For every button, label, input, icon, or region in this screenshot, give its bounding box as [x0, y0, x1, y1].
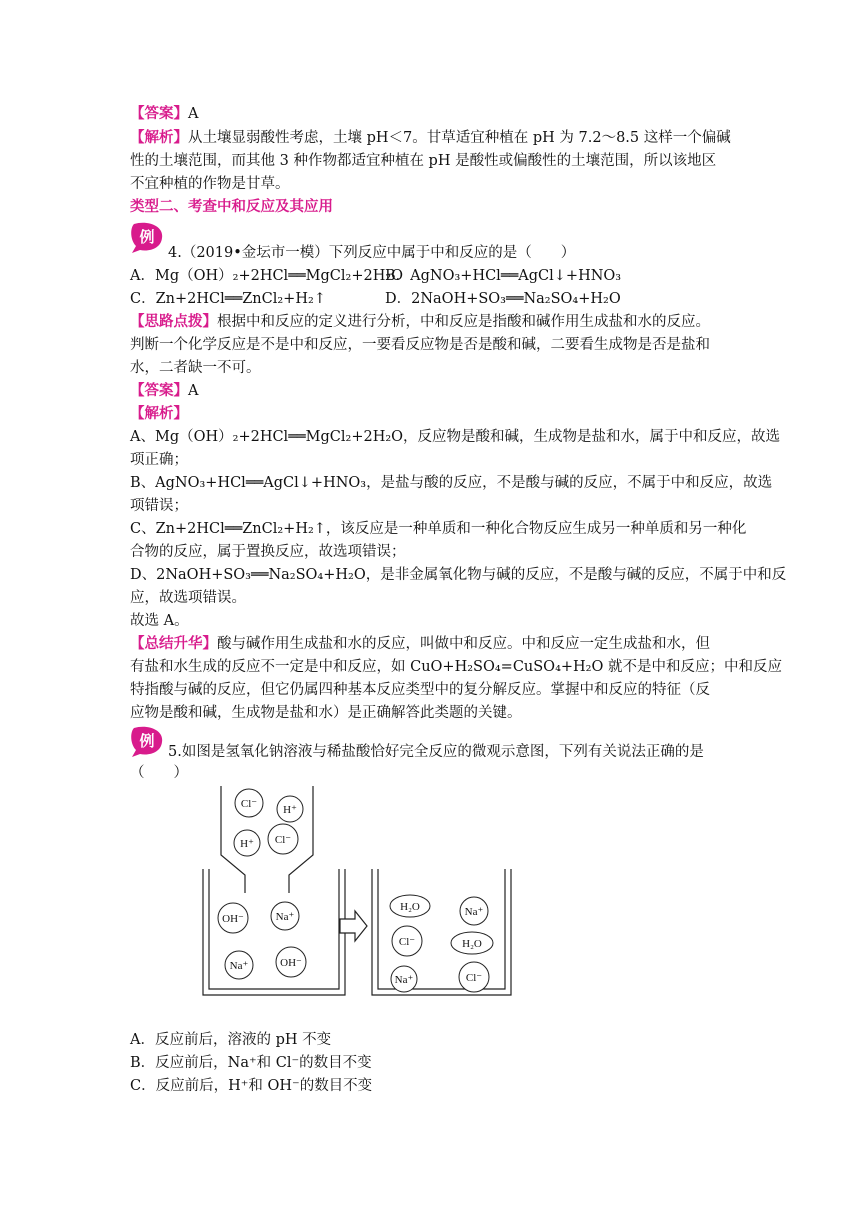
svg-text:Na⁺: Na⁺	[394, 974, 414, 986]
svg-text:例: 例	[139, 732, 155, 750]
left-ion-oh-1	[218, 903, 248, 933]
analysis2-a1: A、Mg（OH）₂+2HCl══MgCl₂+2H₂O，反应物是酸和碱，生成物是盐和水，属于中和反应，故选	[130, 429, 781, 445]
svg-text:H⁺: H⁺	[240, 838, 254, 850]
hint-line-3: 水，二者缺一不可。	[130, 360, 261, 376]
analysis2-c1: C、Zn+2HCl══ZnCl₂+H₂↑，该反应是一种单质和一种化合物反应生成另一种单质和另一种化	[130, 521, 747, 537]
q4-option-c[interactable]: C．Zn+2HCl══ZnCl₂+H₂↑	[130, 291, 326, 307]
example-badge-icon	[130, 222, 166, 254]
analysis-line-1	[130, 128, 740, 148]
svg-text:H⁺: H⁺	[283, 804, 297, 816]
analysis2-c2: 合物的反应，属于置换反应，故选项错误；	[130, 544, 406, 560]
q4-options-row2	[130, 289, 740, 309]
answer-line	[130, 104, 740, 124]
q5-stem-2: （ ）	[130, 765, 188, 781]
q5-option-c[interactable]: C．反应前后，H⁺和 OH⁻的数目不变	[130, 1078, 373, 1094]
answer-line-2	[130, 381, 740, 401]
reaction-diagram	[195, 783, 515, 1005]
analysis-line-2: 性的土壤范围，而其他 3 种作物都适宜种植在 pH 是酸性或偏酸性的土壤范围，所以该地区	[130, 153, 717, 169]
svg-text:例: 例	[139, 228, 155, 246]
analysis2-b2: 项错误；	[130, 498, 188, 514]
left-beaker-outer	[203, 869, 345, 995]
summary-text: 酸与碱作用生成盐和水的反应，叫做中和反应。中和反应一定生成盐和水，但	[217, 636, 710, 652]
hint-tag: 【思路点拨】	[130, 313, 217, 330]
left-ion-na-1	[271, 902, 299, 930]
funnel-ion-h-2	[234, 830, 260, 856]
svg-text:H₂O: H₂O	[462, 938, 482, 950]
q4-option-a[interactable]: A．Mg（OH）₂+2HCl══MgCl₂+2H₂O	[130, 268, 404, 284]
answer-value: A	[188, 106, 199, 122]
right-ion-cl-2	[459, 962, 489, 992]
hint-line-1	[130, 312, 740, 332]
right-ion-na-1	[460, 897, 488, 925]
right-molecule-h2o-1	[390, 895, 430, 917]
svg-text:Na⁺: Na⁺	[275, 911, 295, 923]
svg-text:Cl⁻: Cl⁻	[274, 834, 292, 846]
hint-text: 根据中和反应的定义进行分析，中和反应是指酸和碱作用生成盐和水的反应。	[217, 314, 710, 330]
svg-text:H₂O: H₂O	[400, 901, 420, 913]
analysis-tag-2: 【解析】	[130, 405, 188, 422]
analysis2-d1: D、2NaOH+SO₃══Na₂SO₄+H₂O，是非金属氧化物与碱的反应，不是酸与碱的反应，不属于中和反	[130, 567, 787, 583]
summary-line-3: 特指酸与碱的反应，但它仍属四种基本反应类型中的复分解反应。掌握中和反应的特征（反	[130, 682, 710, 698]
left-ion-na-2	[225, 951, 253, 979]
analysis2-d2: 应，故选项错误。	[130, 590, 246, 606]
analysis2-end: 故选 A。	[130, 613, 189, 629]
q4-options-row1	[130, 266, 740, 286]
q4-option-b[interactable]: B．AgNO₃+HCl══AgCl↓+HNO₃	[385, 268, 622, 284]
q5-option-b[interactable]: B．反应前后，Na⁺和 Cl⁻的数目不变	[130, 1055, 372, 1071]
summary-line-4: 应物是酸和碱，生成物是盐和水）是正确解答此类题的关键。	[130, 705, 522, 721]
q4-option-d[interactable]: D．2NaOH+SO₃══Na₂SO₄+H₂O	[385, 291, 621, 307]
hint-line-2: 判断一个化学反应是不是中和反应，一要看反应物是否是酸和碱，二要看生成物是否是盐和	[130, 337, 710, 353]
answer-tag-2: 【答案】	[130, 382, 188, 399]
summary-tag: 【总结升华】	[130, 635, 217, 652]
q5-stem-1: 5.如图是氢氧化钠溶液与稀盐酸恰好完全反应的微观示意图，下列有关说法正确的是	[168, 744, 704, 760]
funnel-ion-cl-2	[268, 824, 298, 854]
analysis2-a2: 项正确；	[130, 452, 188, 468]
svg-text:OH⁻: OH⁻	[280, 957, 302, 969]
right-molecule-h2o-2	[451, 932, 493, 954]
right-ion-cl-1	[392, 926, 422, 956]
analysis-line-3: 不宜种植的作物是甘草。	[130, 176, 290, 192]
example-badge-icon-2	[130, 726, 166, 758]
analysis-tag: 【解析】	[130, 129, 188, 146]
svg-text:Na⁺: Na⁺	[464, 906, 484, 918]
svg-text:Cl⁻: Cl⁻	[398, 936, 416, 948]
summary-line-1	[130, 634, 740, 654]
funnel-ion-h-1	[277, 796, 303, 822]
q4-stem: 4.（2019•金坛市一模）下列反应中属于中和反应的是（ ）	[168, 245, 576, 261]
reaction-arrow-icon	[340, 911, 367, 941]
svg-text:OH⁻: OH⁻	[222, 913, 244, 925]
svg-text:Cl⁻: Cl⁻	[465, 972, 483, 984]
section-heading: 类型二、考查中和反应及其应用	[130, 198, 333, 215]
answer-value-2: A	[188, 383, 199, 399]
summary-line-2: 有盐和水生成的反应不一定是中和反应，如 CuO+H₂SO₄=CuSO₄+H₂O 就不是中和反应；中和反应	[130, 659, 782, 675]
answer-tag: 【答案】	[130, 105, 188, 122]
q5-option-a[interactable]: A．反应前后，溶液的 pH 不变	[130, 1032, 332, 1048]
funnel-ion-cl-1	[235, 789, 263, 817]
svg-text:Cl⁻: Cl⁻	[240, 798, 258, 810]
analysis2-b1: B、AgNO₃+HCl══AgCl↓+HNO₃，是盐与酸的反应，不是酸与碱的反应，不属于中和反应，故选	[130, 475, 773, 491]
right-ion-na-2	[391, 966, 417, 992]
svg-text:Na⁺: Na⁺	[229, 960, 249, 972]
left-ion-oh-2	[276, 947, 306, 977]
analysis-text: 从土壤显弱酸性考虑，土壤 pH＜7。甘草适宜种植在 pH 为 7.2～8.5 这样一个偏碱	[188, 130, 731, 146]
